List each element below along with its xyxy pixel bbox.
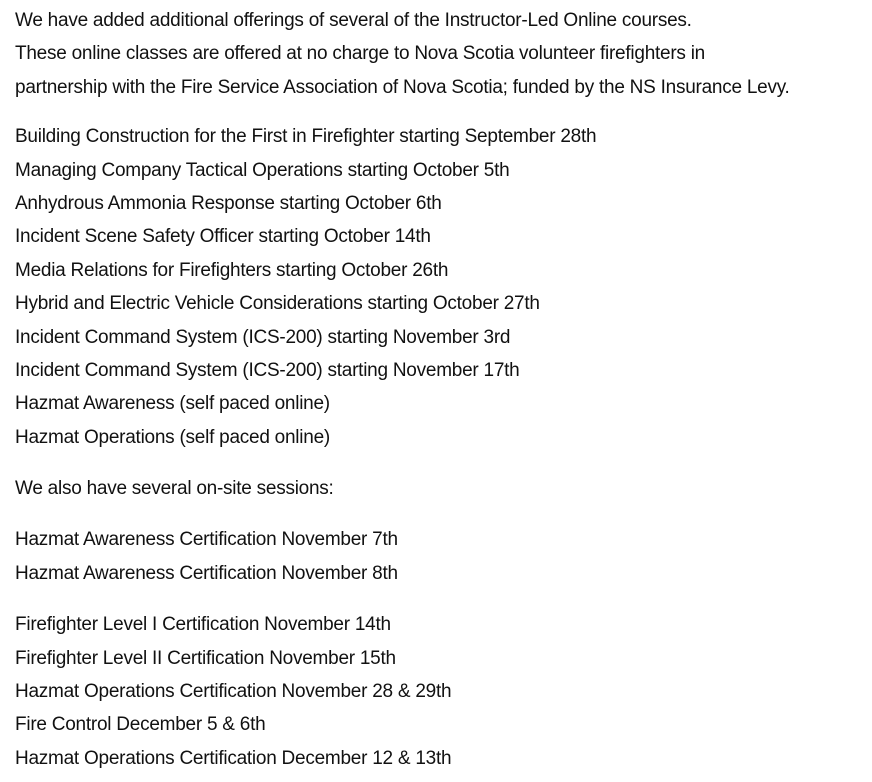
online-course-item: Managing Company Tactical Operations starting October 5th	[15, 159, 510, 181]
intro-paragraph	[15, 4, 872, 104]
onsite-heading: We also have several on-site sessions:	[15, 478, 334, 500]
onsite-session-item: Hazmat Operations Certification November 28 & 29th	[15, 681, 452, 703]
onsite-session-item: Firefighter Level II Certification November 15th	[15, 647, 396, 669]
intro-line: partnership with the Fire Service Association of Nova Scotia; funded by the NS Insurance Levy.	[15, 76, 790, 98]
online-course-item: Incident Command System (ICS-200) starting November 17th	[15, 359, 520, 381]
spacer	[15, 505, 872, 523]
online-course-item: Hybrid and Electric Vehicle Considerations starting October 27th	[15, 293, 540, 315]
onsite-session-list-1	[15, 523, 872, 590]
onsite-session-item: Hazmat Awareness Certification November 7th	[15, 529, 398, 551]
onsite-session-item: Hazmat Operations Certification December 12 & 13th	[15, 747, 452, 769]
spacer	[15, 454, 872, 472]
intro-line: We have added additional offerings of several of the Instructor-Led Online courses.	[15, 10, 692, 31]
online-course-item: Anhydrous Ammonia Response starting October 6th	[15, 192, 442, 214]
online-course-item: Incident Command System (ICS-200) starting November 3rd	[15, 326, 511, 348]
online-course-list	[15, 120, 872, 454]
online-course-item: Hazmat Awareness (self paced online)	[15, 393, 330, 415]
spacer	[15, 104, 872, 120]
onsite-session-item: Firefighter Level I Certification November 14th	[15, 614, 391, 636]
onsite-session-item: Hazmat Awareness Certification November 8th	[15, 562, 398, 584]
online-course-item: Hazmat Operations (self paced online)	[15, 426, 330, 448]
spacer	[15, 590, 872, 608]
intro-line: These online classes are offered at no charge to Nova Scotia volunteer firefighters in	[15, 43, 705, 65]
onsite-session-item: Fire Control December 5 & 6th	[15, 714, 266, 736]
online-course-item: Incident Scene Safety Officer starting October 14th	[15, 226, 431, 248]
online-course-item: Building Construction for the First in Firefighter starting September 28th	[15, 126, 597, 148]
online-course-item: Media Relations for Firefighters starting October 26th	[15, 259, 449, 281]
onsite-session-list-2	[15, 608, 872, 775]
